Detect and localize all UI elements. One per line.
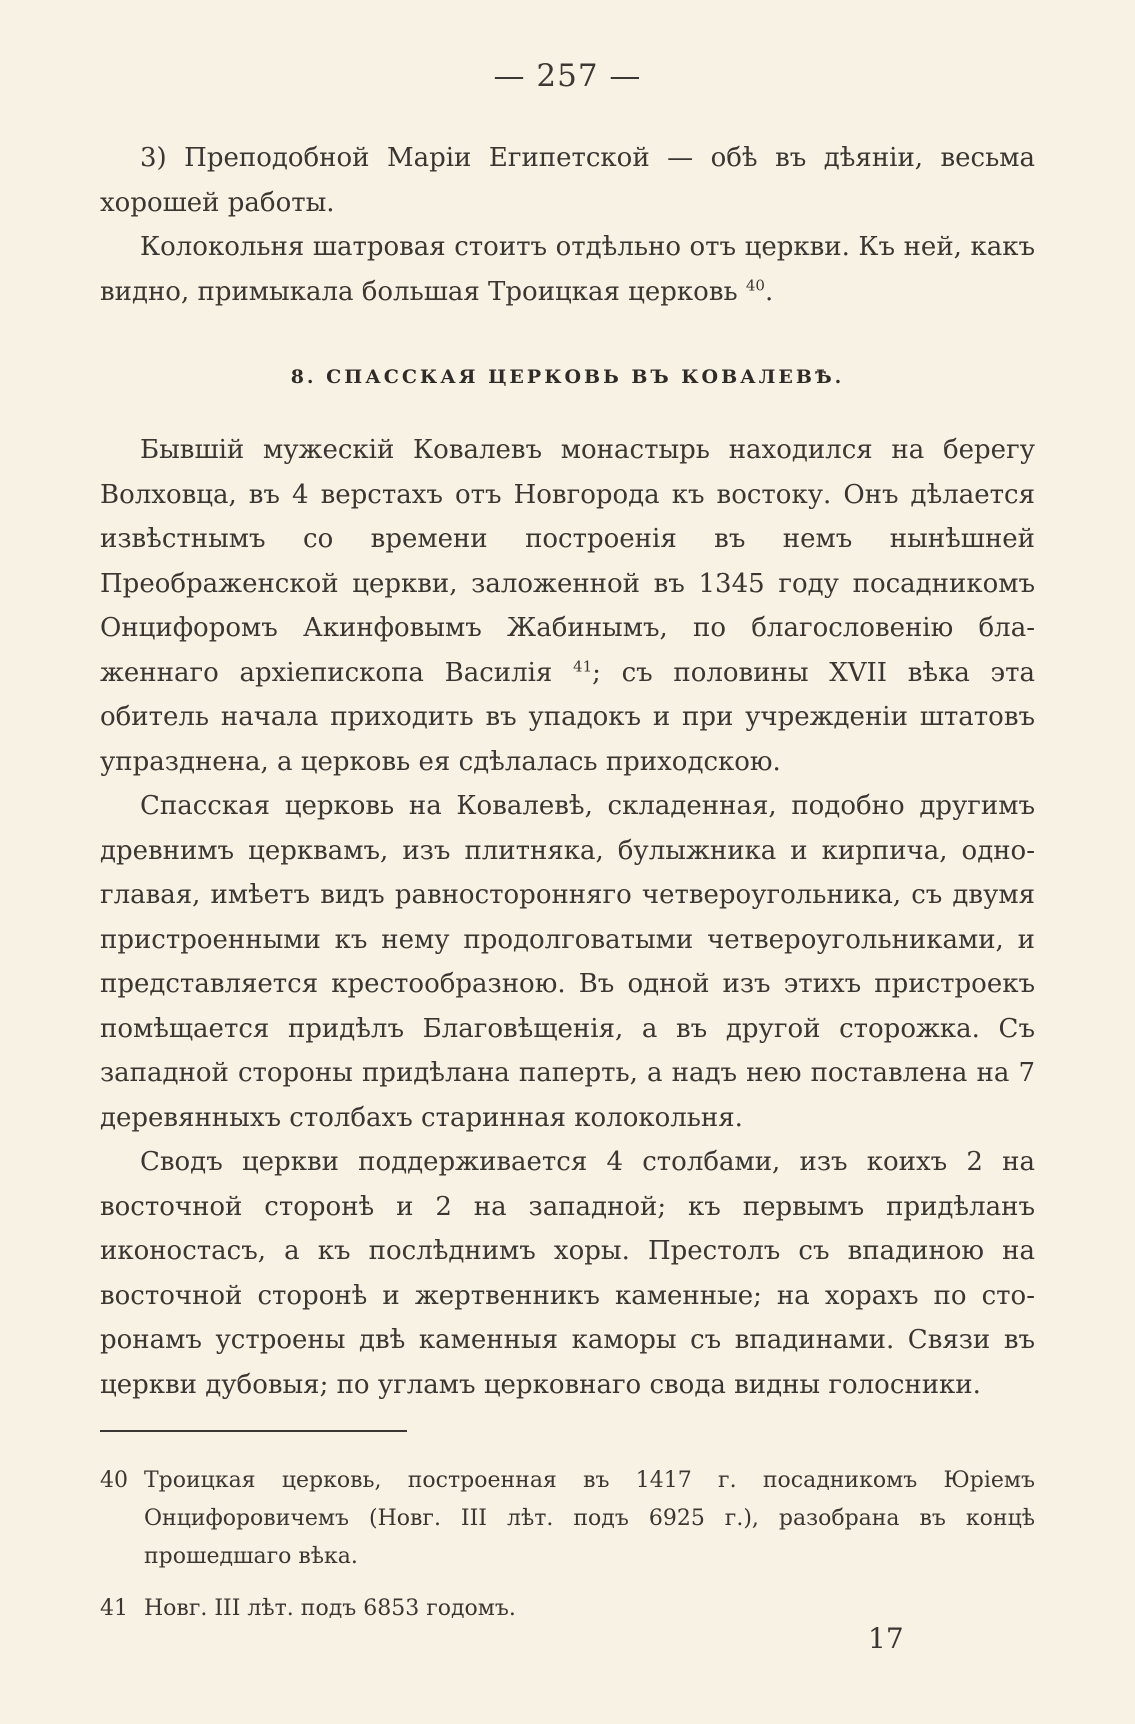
page-number-header: — 257 —	[493, 58, 642, 94]
footnote-divider	[100, 1430, 407, 1432]
signature-mark: 17	[868, 1622, 904, 1655]
section-heading: 8. СПАССКАЯ ЦЕРКОВЬ ВЪ КОВАЛЕВѢ.	[290, 366, 845, 388]
paragraph-2	[100, 225, 1035, 314]
paragraph-5: Сводъ церкви поддерживается 4 столбами, изъ коихъ 2 на восточной сторонѣ и 2 на западной; къ первымъ придѣланъ иконостасъ, а къ послѣднимъ хоры. Престолъ съ впадиною на восточной сторонѣ и жертвенникъ каменные; на хорахъ по сторонамъ устроены двѣ каменныя каморы съ впадинами. Связи въ церкви дубовыя; по угламъ церковнаго свода видны голосники.	[100, 1147, 1035, 1400]
footnotes	[100, 1462, 1035, 1642]
main-text	[100, 136, 1035, 1407]
footnote-40	[100, 1462, 1035, 1576]
paragraph-3-text-a: Бывшій мужескій Ковалевъ монастырь находился на берегу Волховца, въ 4 верстахъ отъ Новгорода къ востоку. Онъ дѣлается извѣстнымъ со времени построенія въ немъ нынѣшней Преображенской церкви, заложенной въ 1345 году посадникомъ Онцифоромъ Акинфовымъ Жабинымъ, по благословенію блаженнаго архіепископа Василія	[100, 435, 1035, 688]
paragraph-2-text: Колокольня шатровая стоитъ отдѣльно отъ церкви. Къ ней, какъ видно, примыкала большая Троицкая церковь	[100, 232, 1035, 307]
footnote-number: 40	[100, 1468, 128, 1493]
footnote-text: Троицкая церковь, построенная въ 1417 г. посадникомъ Юріемъ Онцифоровичемъ (Новг. III лѣт. подъ 6925 г.), разобрана въ концѣ прошедшаго вѣка.	[144, 1468, 1035, 1569]
footnote-number: 41	[100, 1596, 128, 1621]
paragraph-3-text-b: ; съ половины XVII вѣка эта обитель начала приходить въ упадокъ и при учрежденіи штатовъ упразднена, а церковь ея сдѣлалась приходскою.	[100, 657, 1035, 777]
footnote-ref-40: 40	[745, 275, 765, 294]
paragraph-1: 3) Преподобной Маріи Египетской — обѣ въ дѣяніи, весьма хорошей работы.	[100, 143, 1035, 218]
footnote-ref-41: 41	[573, 656, 593, 675]
paragraph-3	[100, 428, 1035, 784]
paragraph-4: Спасская церковь на Ковалевѣ, складенная, подобно другимъ древнимъ церквамъ, изъ плитняка, булыжника и кирпича, одноглавая, имѣетъ видъ равносторонняго четвероугольника, съ двумя пристроенными къ нему продолговатыми четвероугольниками, и представляется крестообразною. Въ одной изъ этихъ пристроекъ помѣщается придѣлъ Благовѣщенія, а въ другой сторожка. Съ западной стороны придѣлана паперть, а надъ нею поставлена на 7 деревянныхъ столбахъ старинная колокольня.	[100, 791, 1035, 1133]
paragraph-2-end: .	[764, 276, 774, 307]
footnote-text: Новг. III лѣт. подъ 6853 годомъ.	[144, 1596, 516, 1621]
